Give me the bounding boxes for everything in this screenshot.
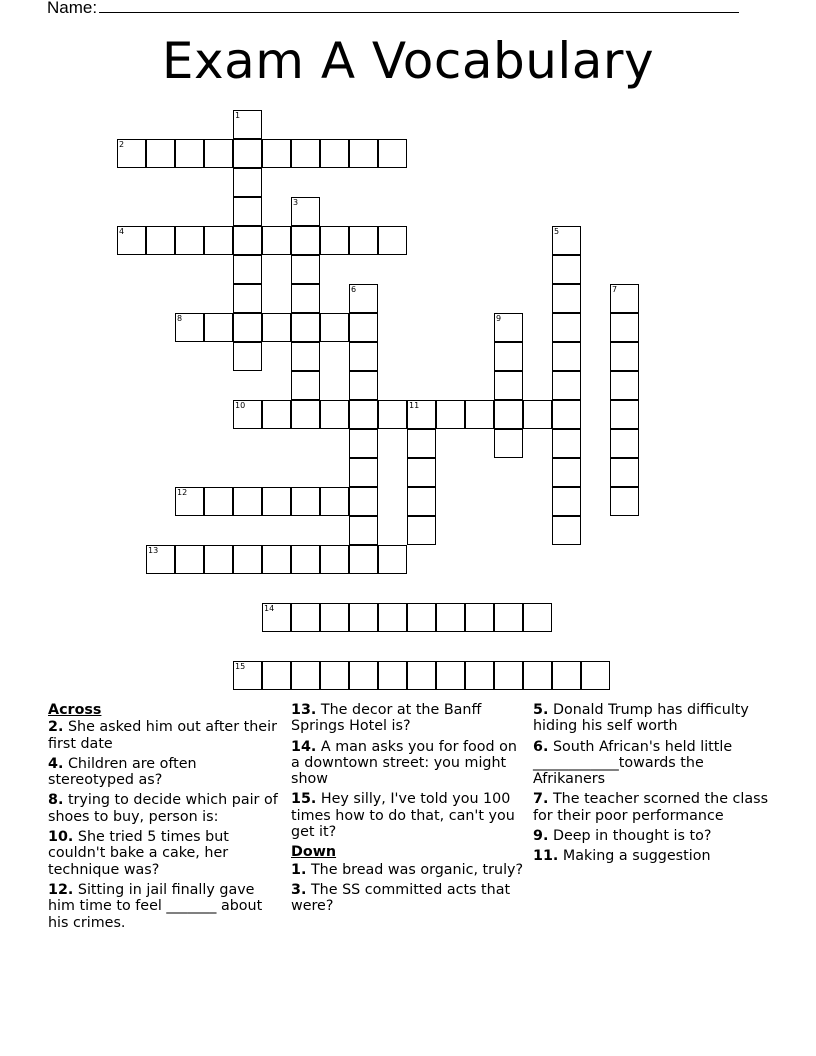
grid-cell[interactable] (233, 139, 262, 168)
page-title: Exam A Vocabulary (161, 32, 655, 90)
grid-cell[interactable] (233, 197, 262, 226)
grid-cell[interactable] (233, 168, 262, 197)
grid-cell[interactable] (117, 226, 146, 255)
grid-cell[interactable] (291, 284, 320, 313)
down-clue: 11. Making a suggestion (533, 848, 711, 865)
grid-cell[interactable] (552, 516, 581, 545)
grid-cell[interactable] (610, 371, 639, 400)
grid-cell[interactable] (407, 429, 436, 458)
down-clue: 6. South African's held little ____________towards the Afrikaners (533, 738, 733, 788)
grid-cell[interactable] (349, 313, 378, 342)
across-clue: 14. A man asks you for food on a downtown street: you might show (291, 738, 517, 788)
grid-cell[interactable] (349, 661, 378, 690)
grid-cell[interactable] (291, 139, 320, 168)
grid-cell[interactable] (378, 603, 407, 632)
grid-cell[interactable] (349, 139, 378, 168)
grid-cell[interactable] (175, 487, 204, 516)
clue-number: 11 (409, 401, 420, 410)
grid-cell[interactable] (436, 661, 465, 690)
grid-cell[interactable] (291, 255, 320, 284)
grid-cell[interactable] (320, 313, 349, 342)
grid-cell[interactable] (233, 226, 262, 255)
clue-column-1 (48, 702, 283, 935)
grid-cell[interactable] (204, 545, 233, 574)
grid-cell[interactable] (436, 603, 465, 632)
down-clue: 1. The bread was organic, truly? (291, 861, 524, 878)
grid-cell[interactable] (552, 400, 581, 429)
grid-cell[interactable] (320, 226, 349, 255)
clue-number: 7 (612, 285, 618, 294)
across-clue: 4. Children are often stereotyped as? (48, 755, 197, 789)
grid-cell[interactable] (320, 139, 349, 168)
grid-cell[interactable] (204, 226, 233, 255)
grid-cell[interactable] (378, 226, 407, 255)
grid-cell[interactable] (233, 110, 262, 139)
grid-cell[interactable] (378, 139, 407, 168)
grid-cell[interactable] (291, 313, 320, 342)
grid-cell[interactable] (494, 371, 523, 400)
grid-cell[interactable] (552, 371, 581, 400)
clue-number: 1 (235, 111, 241, 120)
grid-cell[interactable] (262, 313, 291, 342)
clue-number: 15 (235, 662, 246, 671)
across-clue: 12. Sitting in jail finally gave him time to feel _______ about his crimes. (48, 881, 263, 931)
grid-cell[interactable] (494, 313, 523, 342)
grid-cell[interactable] (291, 226, 320, 255)
grid-cell[interactable] (349, 487, 378, 516)
across-clue: 15. Hey silly, I've told you 100 times how to do that, can't you get it? (291, 791, 515, 841)
grid-cell[interactable] (291, 487, 320, 516)
grid-cell[interactable] (610, 487, 639, 516)
grid-cell[interactable] (552, 226, 581, 255)
grid-cell[interactable] (320, 487, 349, 516)
grid-cell[interactable] (204, 313, 233, 342)
grid-cell[interactable] (378, 400, 407, 429)
grid-cell[interactable] (378, 545, 407, 574)
grid-cell[interactable] (552, 313, 581, 342)
grid-cell[interactable] (233, 661, 262, 690)
grid-cell[interactable] (233, 487, 262, 516)
across-clue: 2. She asked him out after their first date (48, 719, 277, 752)
grid-cell[interactable] (349, 371, 378, 400)
grid-cell[interactable] (233, 400, 262, 429)
grid-cell[interactable] (320, 661, 349, 690)
grid-cell[interactable] (349, 545, 378, 574)
grid-cell[interactable] (581, 661, 610, 690)
grid-cell[interactable] (465, 661, 494, 690)
clue-number: 9 (496, 314, 502, 323)
grid-cell[interactable] (465, 603, 494, 632)
grid-cell[interactable] (494, 342, 523, 371)
grid-cell[interactable] (610, 429, 639, 458)
clue-number: 6 (351, 285, 357, 294)
grid-cell[interactable] (349, 284, 378, 313)
clue-number: 10 (235, 401, 246, 410)
grid-cell[interactable] (494, 661, 523, 690)
grid-cell[interactable] (146, 226, 175, 255)
grid-cell[interactable] (407, 603, 436, 632)
grid-cell[interactable] (320, 603, 349, 632)
grid-cell[interactable] (610, 284, 639, 313)
grid-cell[interactable] (320, 545, 349, 574)
grid-cell[interactable] (349, 603, 378, 632)
grid-cell[interactable] (407, 400, 436, 429)
grid-cell[interactable] (610, 313, 639, 342)
grid-cell[interactable] (175, 545, 204, 574)
grid-cell[interactable] (552, 342, 581, 371)
grid-cell[interactable] (407, 487, 436, 516)
grid-cell[interactable] (523, 661, 552, 690)
grid-cell[interactable] (407, 661, 436, 690)
grid-cell[interactable] (349, 342, 378, 371)
grid-cell[interactable] (320, 400, 349, 429)
clue-number: 14 (264, 604, 275, 613)
grid-cell[interactable] (204, 487, 233, 516)
across-clue: 10. She tried 5 times but couldn't bake a cake, her technique was? (48, 829, 229, 878)
clue-number: 12 (177, 488, 188, 497)
grid-cell[interactable] (233, 284, 262, 313)
grid-cell[interactable] (407, 516, 436, 545)
grid-cell[interactable] (552, 487, 581, 516)
grid-cell[interactable] (262, 400, 291, 429)
grid-cell[interactable] (204, 139, 233, 168)
grid-cell[interactable] (349, 458, 378, 487)
grid-cell[interactable] (233, 342, 262, 371)
grid-cell[interactable] (465, 400, 494, 429)
grid-cell[interactable] (146, 545, 175, 574)
clue-number: 3 (293, 198, 299, 207)
grid-cell[interactable] (436, 400, 465, 429)
grid-cell[interactable] (407, 458, 436, 487)
clue-column-2 (291, 702, 526, 919)
down-clue: 3. The SS committed acts that were? (291, 881, 511, 915)
grid-cell[interactable] (378, 661, 407, 690)
grid-cell[interactable] (175, 139, 204, 168)
grid-cell[interactable] (610, 458, 639, 487)
down-clue: 9. Deep in thought is to? (533, 828, 712, 845)
grid-cell[interactable] (552, 255, 581, 284)
clue-column-3 (533, 702, 773, 869)
down-heading: Down (291, 844, 337, 861)
grid-cell[interactable] (262, 139, 291, 168)
clue-number: 4 (119, 227, 125, 236)
down-clue: 7. The teacher scorned the class for their poor performance (533, 791, 769, 824)
grid-cell[interactable] (494, 603, 523, 632)
grid-cell[interactable] (523, 400, 552, 429)
grid-cell[interactable] (291, 197, 320, 226)
grid-cell[interactable] (175, 226, 204, 255)
grid-cell[interactable] (494, 400, 523, 429)
across-clue: 13. The decor at the Banff Springs Hotel is? (291, 702, 482, 735)
across-heading: Across (48, 702, 102, 718)
grid-cell[interactable] (610, 400, 639, 429)
clue-number: 13 (148, 546, 159, 555)
grid-cell[interactable] (291, 661, 320, 690)
grid-cell[interactable] (291, 371, 320, 400)
grid-cell[interactable] (175, 313, 204, 342)
grid-cell[interactable] (262, 603, 291, 632)
grid-cell[interactable] (233, 545, 262, 574)
grid-cell[interactable] (291, 545, 320, 574)
grid-cell[interactable] (349, 226, 378, 255)
grid-cell[interactable] (291, 400, 320, 429)
grid-cell[interactable] (291, 603, 320, 632)
down-clue: 5. Donald Trump has difficulty hiding his self worth (533, 702, 749, 735)
grid-cell[interactable] (146, 139, 175, 168)
grid-cell[interactable] (262, 226, 291, 255)
grid-cell[interactable] (552, 661, 581, 690)
grid-cell[interactable] (349, 516, 378, 545)
clue-number: 5 (554, 227, 560, 236)
clue-number: 2 (119, 140, 125, 149)
grid-cell[interactable] (291, 342, 320, 371)
grid-cell[interactable] (349, 429, 378, 458)
grid-cell[interactable] (233, 255, 262, 284)
grid-cell[interactable] (610, 342, 639, 371)
clue-number: 8 (177, 314, 183, 323)
grid-cell[interactable] (262, 487, 291, 516)
grid-cell[interactable] (494, 429, 523, 458)
name-label: Name: (47, 0, 98, 17)
grid-cell[interactable] (233, 313, 262, 342)
grid-cell[interactable] (117, 139, 146, 168)
grid-cell[interactable] (262, 545, 291, 574)
grid-cell[interactable] (552, 458, 581, 487)
grid-cell[interactable] (349, 400, 378, 429)
across-clue: 8. trying to decide which pair of shoes to buy, person is: (48, 792, 278, 825)
grid-cell[interactable] (262, 661, 291, 690)
grid-cell[interactable] (523, 603, 552, 632)
grid-cell[interactable] (552, 429, 581, 458)
grid-cell[interactable] (552, 284, 581, 313)
